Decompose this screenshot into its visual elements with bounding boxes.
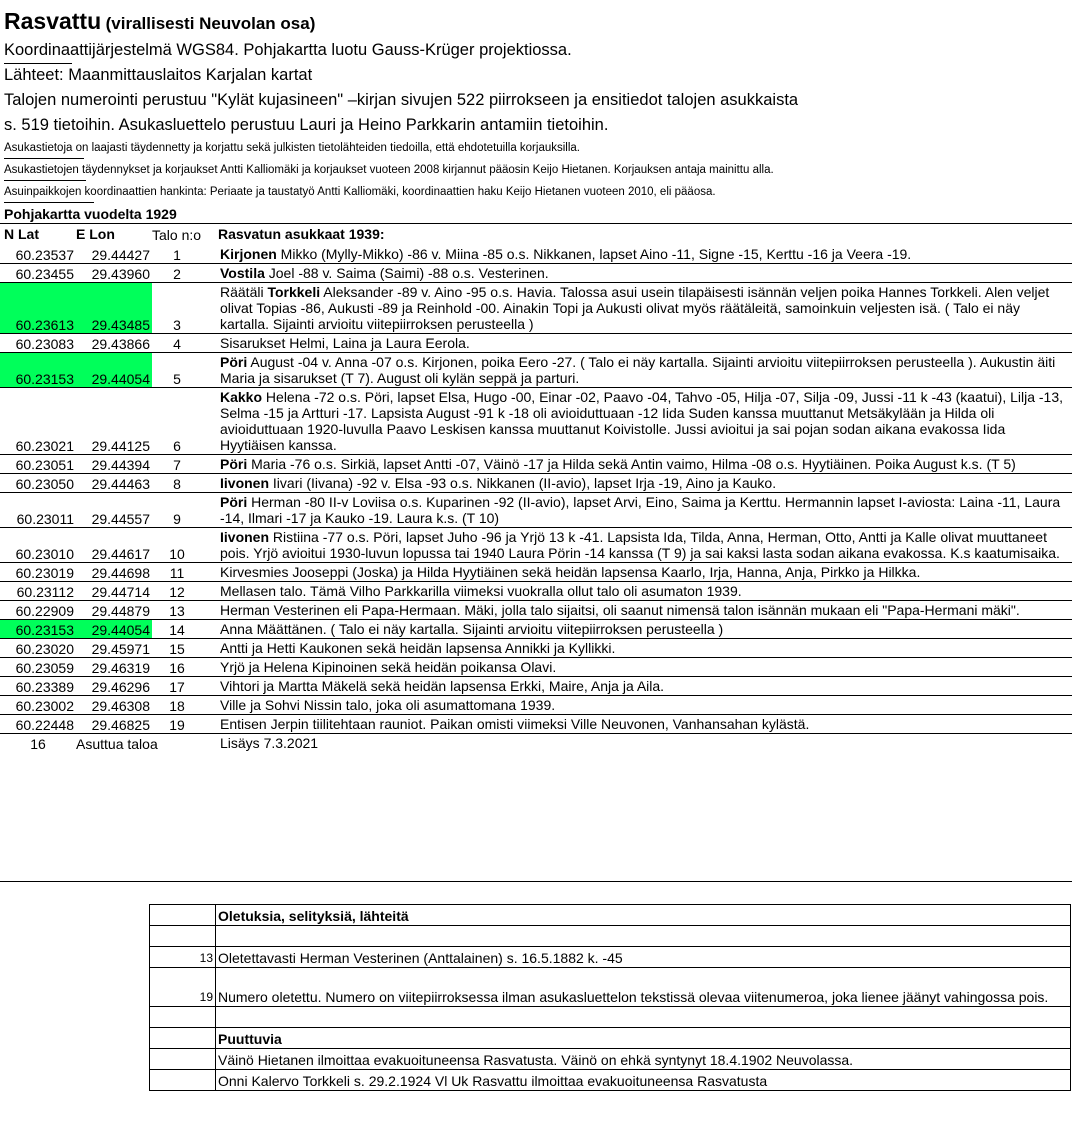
divider xyxy=(4,202,94,203)
house-count-label: Asuttua taloa xyxy=(76,736,158,752)
cell-house-number: 2 xyxy=(152,264,202,283)
cell-lat: 60.23059 xyxy=(0,658,76,677)
cell-lat: 60.23153 xyxy=(0,353,76,388)
resident-text: Yrjö ja Helena Kipinoinen sekä heidän poikansa Olavi. xyxy=(220,659,557,675)
cell-lon: 29.44714 xyxy=(76,582,152,601)
cell-residents xyxy=(202,334,1072,353)
notes-table xyxy=(149,904,1071,1091)
cell-house-number: 3 xyxy=(152,283,202,334)
note-text-19: Numero oletettu. Numero on viitepiirroksessa ilman asukasluettelon tekstissä olevaa viitenumeroa, joka lienee jäänyt vahingossa pois. xyxy=(216,968,1071,1007)
family-name: Kakko xyxy=(220,389,263,405)
basemap-label: Pohjakartta vuodelta 1929 xyxy=(4,206,177,222)
divider xyxy=(0,223,1072,224)
resident-prefix: Räätäli xyxy=(220,284,268,300)
cell-lat: 60.23011 xyxy=(0,493,76,528)
added-date: Lisäys 7.3.2021 xyxy=(220,735,319,751)
cell-residents xyxy=(202,677,1072,696)
cell-lon: 29.44557 xyxy=(76,493,152,528)
divider xyxy=(4,158,84,159)
family-name: Pöri xyxy=(220,456,248,472)
resident-text: Sisarukset Helmi, Laina ja Laura Eerola. xyxy=(220,335,470,351)
note-ref-19: 19 xyxy=(150,968,216,1007)
family-name: Torkkeli xyxy=(267,284,321,300)
cell-lat: 60.23455 xyxy=(0,264,76,283)
title-main: Rasvattu xyxy=(4,8,102,34)
table-row xyxy=(0,245,1072,264)
cell-residents xyxy=(202,528,1072,563)
notes-row xyxy=(150,968,1071,1007)
sources-line: Lähteet: Maanmittauslaitos Karjalan kartat xyxy=(4,66,313,84)
cell-lat: 60.22909 xyxy=(0,601,76,620)
cell-lat: 60.23112 xyxy=(0,582,76,601)
table-row xyxy=(0,620,1072,639)
cell-house-number: 12 xyxy=(152,582,202,601)
family-name: Pöri xyxy=(220,354,248,370)
cell-residents xyxy=(202,474,1072,493)
notes-heading: Oletuksia, selityksiä, lähteitä xyxy=(216,905,1071,926)
cell-lat: 60.23050 xyxy=(0,474,76,493)
residents-table xyxy=(0,245,1072,752)
table-row xyxy=(0,528,1072,563)
cell-house-number: 14 xyxy=(152,620,202,639)
cell-lon: 29.44125 xyxy=(76,388,152,455)
cell-residents xyxy=(202,264,1072,283)
cell-lat: 60.23019 xyxy=(0,563,76,582)
notes-row xyxy=(150,926,1071,947)
cell-residents xyxy=(202,493,1072,528)
missing-entry-1: Väinö Hietanen ilmoittaa evakuoituneensa Rasvatusta. Väinö on ehkä syntynyt 18.4.1902 Neuvolassa. xyxy=(216,1049,1071,1070)
resident-text: Anna Määttänen. ( Talo ei näy kartalla. Sijainti arvioitu viitepiirroksen perusteella ) xyxy=(220,621,724,637)
table-row xyxy=(0,639,1072,658)
resident-text: Maria -76 o.s. Sirkiä, lapset Antti -07, Väinö -17 ja Hilda sekä Antin vaimo, Hilma -08 o.s. Hyytiäinen. Poika August k.s. (T 5) xyxy=(247,456,1016,472)
table-row xyxy=(0,696,1072,715)
table-row xyxy=(0,388,1072,455)
table-row xyxy=(0,601,1072,620)
cell-lon: 29.44698 xyxy=(76,563,152,582)
note-1-text: on laajasti täydennetty ja korjattu sekä julkisten tietolähteiden tiedoilla, että ehdotetuilla korjauksilla. xyxy=(72,142,580,154)
col-header-residents: Rasvatun asukkaat 1939: xyxy=(218,226,385,242)
cell-lat: 60.23613 xyxy=(0,283,76,334)
table-row xyxy=(0,677,1072,696)
cell-residents xyxy=(202,696,1072,715)
notes-row xyxy=(150,905,1071,926)
resident-text: Vihtori ja Martta Mäkelä sekä heidän lapsensa Erkki, Maire, Anja ja Aila. xyxy=(220,678,665,694)
cell-residents xyxy=(202,283,1072,334)
cell-house-number: 19 xyxy=(152,715,202,734)
family-name: Kirjonen xyxy=(220,246,277,262)
cell-residents xyxy=(202,455,1072,474)
note-2-text: täydennykset ja korjaukset Antti Kalliomäki ja korjaukset vuoteen 2008 kirjannut pääosin Keijo Hietanen. Korjauksen antaja mainittu alla. xyxy=(78,164,774,176)
missing-entry-2: Onni Kalervo Torkkeli s. 29.2.1924 Vl Uk Rasvattu ilmoittaa evakuoituneensa Rasvatusta xyxy=(216,1070,1071,1091)
resident-text: Joel -88 v. Saima (Saimi) -88 o.s. Vesterinen. xyxy=(264,265,549,281)
cell-house-number: 4 xyxy=(152,334,202,353)
numbering-line-1: Talojen numerointi perustuu "Kylät kujasineen" –kirjan sivujen 522 piirrokseen ja ensitiedot talojen asukkaista xyxy=(4,91,799,109)
page-title xyxy=(4,8,315,35)
resident-text: Iivari (Iivana) -92 v. Elsa -93 o.s. Nikkanen (II-avio), lapset Irja -19, Aino ja Kauko. xyxy=(269,475,777,491)
notes-row xyxy=(150,1070,1071,1091)
cell-house-number: 16 xyxy=(152,658,202,677)
divider xyxy=(4,180,86,181)
note-text-13: Oletettavasti Herman Vesterinen (Anttalainen) s. 16.5.1882 k. -45 xyxy=(216,947,1071,968)
note-1 xyxy=(4,142,580,154)
cell-house-number: 1 xyxy=(152,245,202,264)
table-row xyxy=(0,563,1072,582)
note-2 xyxy=(4,164,774,176)
cell-residents xyxy=(202,582,1072,601)
cell-house-number: 18 xyxy=(152,696,202,715)
cell-lon: 29.46319 xyxy=(76,658,152,677)
notes-row xyxy=(150,947,1071,968)
resident-text: Herman -80 II-v Loviisa o.s. Kuparinen -92 (II-avio), lapset Arvi, Eino, Saima ja Kerttu. Hermannin lapset I-aviosta: Laina -11, Laura -14, Ilmari -17 ja Kauko -19. Laura k.s. (T 10) xyxy=(220,494,1061,526)
resident-text: Helena -72 o.s. Pöri, lapset Elsa, Hugo -00, Einar -02, Paavo -04, Tahvo -05, Hilja -07, Silja -09, Jussi -11 k -43 (kaatui), Lilja -13, Selma -15 ja Artturi -17. Lapsista August -91 k -18 oli avioiduttuaan -12 Iida Suden kanssa muuttanut Metsäkylään ja Hilda oli avioiduttuaan 1920-luvulla Paavo Leskisen kanssa muuttanut Koivistolle. Jussi avioitui ja sai pojan sodan aikana evakossa Iida Hyytiäisen kanssa. xyxy=(220,389,1064,453)
notes-row xyxy=(150,1028,1071,1049)
cell-residents xyxy=(202,563,1072,582)
table-row xyxy=(0,353,1072,388)
divider xyxy=(4,63,72,64)
table-row xyxy=(0,493,1072,528)
cell-lon: 29.44427 xyxy=(76,245,152,264)
resident-text: Herman Vesterinen eli Papa-Hermaan. Mäki, jolla talo sijaitsi, oli saanut nimensä talon isännän mukaan eli "Papa-Hermani mäki". xyxy=(220,602,1020,618)
note-3-text: koordinaattien hankinta: Periaate ja taustatyö Antti Kalliomäki, koordinaattien haku Keijo Hietanen vuoteen 2010, eli pääosa. xyxy=(81,186,716,198)
resident-text: Antti ja Hetti Kaukonen sekä heidän lapsensa Annikki ja Kyllikki. xyxy=(220,640,616,656)
divider xyxy=(0,881,1072,882)
resident-text: Entisen Jerpin tiilitehtaan rauniot. Paikan omisti viimeksi Ville Neuvonen, Vanhansahan kylästä. xyxy=(220,716,810,732)
resident-text: Mellasen talo. Tämä Vilho Parkkarilla viimeksi vuokralla ollut talo oli asumaton 1939. xyxy=(220,583,742,599)
numbering-line-2: s. 519 tietoihin. Asukasluettelo perustuu Lauri ja Heino Parkkarin antamiin tietoihin. xyxy=(4,116,609,134)
note-1-label: Asukastietoja xyxy=(4,142,73,154)
resident-text: Kirvesmies Jooseppi (Joska) ja Hilda Hyytiäinen sekä heidän lapsensa Kaarlo, Irja, Hanna, Anja, Pirkko ja Hilkka. xyxy=(220,564,921,580)
cell-lon: 29.44463 xyxy=(76,474,152,493)
cell-lat: 60.23010 xyxy=(0,528,76,563)
cell-house-number: 10 xyxy=(152,528,202,563)
cell-house-number: 7 xyxy=(152,455,202,474)
coord-label: Koordinaattijärjestelmä xyxy=(4,41,172,59)
cell-house-number: 5 xyxy=(152,353,202,388)
resident-text: August -04 v. Anna -07 o.s. Kirjonen, poika Eero -27. ( Talo ei näy kartalla. Sijainti arvioitu viitepiirroksen perusteella ). Aukustin äiti Maria ja sisarukset (T 7). August oli kylän seppä ja parturi. xyxy=(220,354,1056,386)
cell-lon: 29.44054 xyxy=(76,353,152,388)
cell-residents xyxy=(202,601,1072,620)
cell-lat: 60.23389 xyxy=(0,677,76,696)
cell-house-number: 17 xyxy=(152,677,202,696)
cell-lon: 29.46308 xyxy=(76,696,152,715)
table-row xyxy=(0,283,1072,334)
col-header-talo: Talo n:o xyxy=(152,227,202,243)
cell-residents xyxy=(202,245,1072,264)
cell-house-number: 6 xyxy=(152,388,202,455)
cell-house-number: 11 xyxy=(152,563,202,582)
cell-lat: 60.22448 xyxy=(0,715,76,734)
house-count: 16 xyxy=(30,736,46,752)
cell-lat: 60.23002 xyxy=(0,696,76,715)
col-header-lon: E Lon xyxy=(76,226,115,242)
cell-residents xyxy=(202,639,1072,658)
resident-text: Ristiina -77 o.s. Pöri, lapset Juho -96 ja Yrjö 13 k -41. Lapsista Ida, Tilda, Anna, Herman, Otto, Antti ja Kalle olivat muuttaneet pois. Yrjö avioitui 1930-luvun lopussa tai 1940 Laura Pörin -14 kanssa (T 9) ja sai kaksi lasta sodan aikana evakossa. K.s kaatumisaika. xyxy=(220,529,1060,561)
resident-text: Aleksander -89 v. Aino -95 o.s. Havia. Talossa asui usein tilapäisesti isännän veljen poika Hannes Torkkeli. Alen veljet olivat Topias -86, Aukusti -89 ja Reinhold -00. Ainakin Topi ja Aukusti olivat myös räätäleitä, samoinkuin veljesten isä. ( Talo ei näy kartalla. Sijainti arvioitu viitepiirroksen perusteella ) xyxy=(220,284,1050,332)
coord-rest: WGS84. Pohjakartta luotu Gauss-Krüger projektiossa. xyxy=(171,41,572,59)
family-name: Iivonen xyxy=(220,529,270,545)
missing-heading: Puuttuvia xyxy=(216,1028,1071,1049)
cell-lat: 60.23153 xyxy=(0,620,76,639)
residents-table-body xyxy=(0,245,1072,752)
resident-text: Mikko (Mylly-Mikko) -86 v. Miina -85 o.s. Nikkanen, lapset Aino -11, Signe -15, Kerttu -16 ja Veera -19. xyxy=(276,246,912,262)
col-header-lat: N Lat xyxy=(4,226,39,242)
table-footer-row xyxy=(0,734,1072,753)
cell-house-number: 9 xyxy=(152,493,202,528)
notes-row xyxy=(150,1049,1071,1070)
table-row xyxy=(0,715,1072,734)
cell-lon: 29.43960 xyxy=(76,264,152,283)
cell-lat: 60.23537 xyxy=(0,245,76,264)
family-name: Pöri xyxy=(220,494,248,510)
cell-lon: 29.44879 xyxy=(76,601,152,620)
note-2-label: Asukastietojen xyxy=(4,164,79,176)
cell-lon: 29.46825 xyxy=(76,715,152,734)
cell-lon: 29.43866 xyxy=(76,334,152,353)
family-name: Vostila xyxy=(220,265,265,281)
note-ref-13: 13 xyxy=(150,947,216,968)
cell-lon: 29.44617 xyxy=(76,528,152,563)
family-name: Iivonen xyxy=(220,475,270,491)
cell-lon: 29.43485 xyxy=(76,283,152,334)
table-row xyxy=(0,334,1072,353)
table-row xyxy=(0,582,1072,601)
cell-lat: 60.23021 xyxy=(0,388,76,455)
cell-lat: 60.23020 xyxy=(0,639,76,658)
cell-house-number: 15 xyxy=(152,639,202,658)
cell-lat: 60.23083 xyxy=(0,334,76,353)
title-sub: (virallisesti Neuvolan osa) xyxy=(105,14,316,33)
table-row xyxy=(0,264,1072,283)
coordinate-system-line xyxy=(4,41,572,60)
table-row xyxy=(0,658,1072,677)
cell-lon: 29.45971 xyxy=(76,639,152,658)
cell-house-number: 8 xyxy=(152,474,202,493)
cell-lat: 60.23051 xyxy=(0,455,76,474)
table-row xyxy=(0,474,1072,493)
cell-residents xyxy=(202,353,1072,388)
note-3 xyxy=(4,186,716,198)
cell-lon: 29.46296 xyxy=(76,677,152,696)
cell-residents xyxy=(202,388,1072,455)
cell-house-number: 13 xyxy=(152,601,202,620)
cell-lon: 29.44394 xyxy=(76,455,152,474)
note-3-label: Asuinpaikkojen xyxy=(4,186,82,198)
cell-residents xyxy=(202,620,1072,639)
notes-row xyxy=(150,1007,1071,1028)
cell-residents xyxy=(202,715,1072,734)
cell-residents xyxy=(202,658,1072,677)
resident-text: Ville ja Sohvi Nissin talo, joka oli asumattomana 1939. xyxy=(220,697,556,713)
cell-lon: 29.44054 xyxy=(76,620,152,639)
table-row xyxy=(0,455,1072,474)
